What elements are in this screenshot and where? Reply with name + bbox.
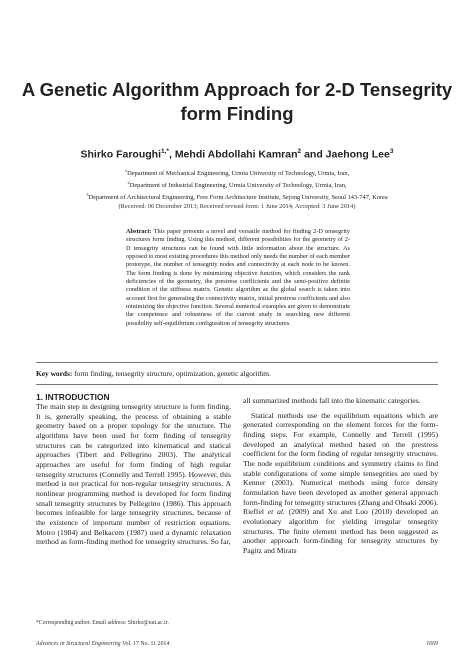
abstract-text: This paper presents a novel and versatile method for finding 2-D tensegrity structures form finding. Using this method, different possibilities for the geometry of 2-D tensegrity structures can be found with little information about the structure. As opposed to most existing procedures this method only needs the number of each member prototype, the number of tensegrity nodes and connectivity at each node to be known. The form finding is done by minimizing objective function, which considers the rank deficiencies of the geometry, the prestress coefficients and the semi-positive definite condition of the stiffness matrix. Genetic algorithm as the global search is taken into account first for generating the connectivity matrix, initial prestress coefficients and also minimizing the objective function. Several numerical examples are given to demonstrate the competence and robustness of the current study in searching new different possibility self-equilibrium configuration of tensegrity structures. (126, 228, 351, 327)
affiliation-text: Department of Mechanical Engineering, Urmia University of Technology, Urmia, Iran, (127, 170, 350, 178)
section-heading: 1. INTRODUCTION (36, 392, 110, 402)
affiliation-mark: 2 (127, 180, 130, 186)
page-number: 1669 (426, 641, 438, 647)
affiliation-text: Department of Industrial Engineering, Urmia University of Technology, Urmia, Iran, (129, 182, 347, 190)
affiliations (20, 166, 454, 202)
journal-name: Advances in Structural Engineering (36, 641, 121, 647)
affiliation-text: Department of Architectural Engineering, Free Form Architecture Institute, Sejong University, Seoul 143-747, Korea (88, 194, 388, 202)
et-al-text: et al. (267, 507, 285, 517)
author-list (20, 148, 454, 161)
received-dates: (Received: 06 December 2013; Received revised form: 1 June 2014; Accepted: 3 June 2014) (118, 203, 356, 210)
keywords-text: form finding, tensegrity structure, optimization, genetic algorithm. (72, 369, 271, 378)
author-name: Mehdi Abdollahi Kamran (174, 148, 298, 161)
author-separator: and (301, 148, 326, 161)
page-footer (36, 641, 438, 647)
keywords (36, 369, 438, 378)
author-affiliation-mark: 3 (389, 148, 394, 155)
title-line-1: A Genetic Algorithm Approach for 2-D Tensegrity (21, 79, 453, 100)
paragraph-text: (2009) and Xu and Luo (2010) developed an evolutionary algorithm for yielding irregular tensegrity structures. The finite element method has been suggested as another approach form-finding for tensegrity structures by Pagitz and Mirats (243, 507, 438, 555)
keywords-divider (36, 384, 438, 385)
keywords-label: Key words: (36, 369, 73, 378)
affiliation-line (20, 190, 454, 202)
title-line-2: form Finding (180, 103, 294, 124)
right-column (243, 396, 438, 556)
author-affiliation-mark: 2 (297, 148, 302, 155)
top-divider (36, 362, 438, 363)
author-affiliation-mark: 1,* (161, 148, 169, 155)
left-column (36, 392, 231, 547)
author-name: Jaehong Lee (325, 148, 390, 161)
author-name: Shirko Faroughi (80, 148, 162, 161)
journal-issue: Vol. 17 No. 11 2014 (120, 641, 170, 647)
corresponding-author-footnote: *Corresponding author. Email address: Shirko@uut.ac.ir. (36, 620, 169, 626)
intro-paragraph (243, 411, 438, 556)
paper-title (20, 78, 454, 126)
abstract-label: Abstract: (126, 228, 152, 235)
intro-paragraph: The main step in designing tensegrity structure is form finding. It is, generally speaking, the process of obtaining a stable geometry based on a proper topology for the structure. The algorithms have been used for form finding of tensegrity structures can be categorized into kinematical and statical approaches (Tibert and Pellegrino 2003). The analytical approaches are useful for form finding of high regular tensegrity structures (Connelly and Terrell 1995). However, this method is not practical for non-regular tensegrity structures. A nonlinear programming method is developed for form finding small tensegrity structures by Pellegrino (1986). This approach becomes infeasible for large tensegrity structures, because of the existence of important number of restriction equations. Motro (1984) and Belkacem (1987) used a dynamic relaxation method as form-finding method for tensegrity structures. So far, (36, 402, 231, 547)
paragraph-text: Statical methods use the equilibrium equations which are generated corresponding on the element forces for the form- finding steps. For example, Connelly and Terrell (1995) developed an analytical method based on the prestress coefficient for the form finding of regular tensegrity structures. The node equilibrium conditions and symmetry claims to find stable configurations of some simple tensegrities are used by Kenner (2003). Numerical methods using force density formulation have been developed as another general approach form-finding for tensegrity structures (Zhang and Ohsaki 2006). Rieffel (243, 410, 438, 517)
affiliation-line (20, 166, 454, 178)
affiliation-mark: 1 (124, 168, 128, 173)
author-separator: , (168, 148, 175, 161)
abstract (126, 228, 350, 328)
affiliation-mark: 3 (86, 192, 89, 198)
affiliation-line (20, 178, 454, 190)
intro-paragraph: all summarized methods fall into the kinematic categories. (243, 396, 421, 405)
